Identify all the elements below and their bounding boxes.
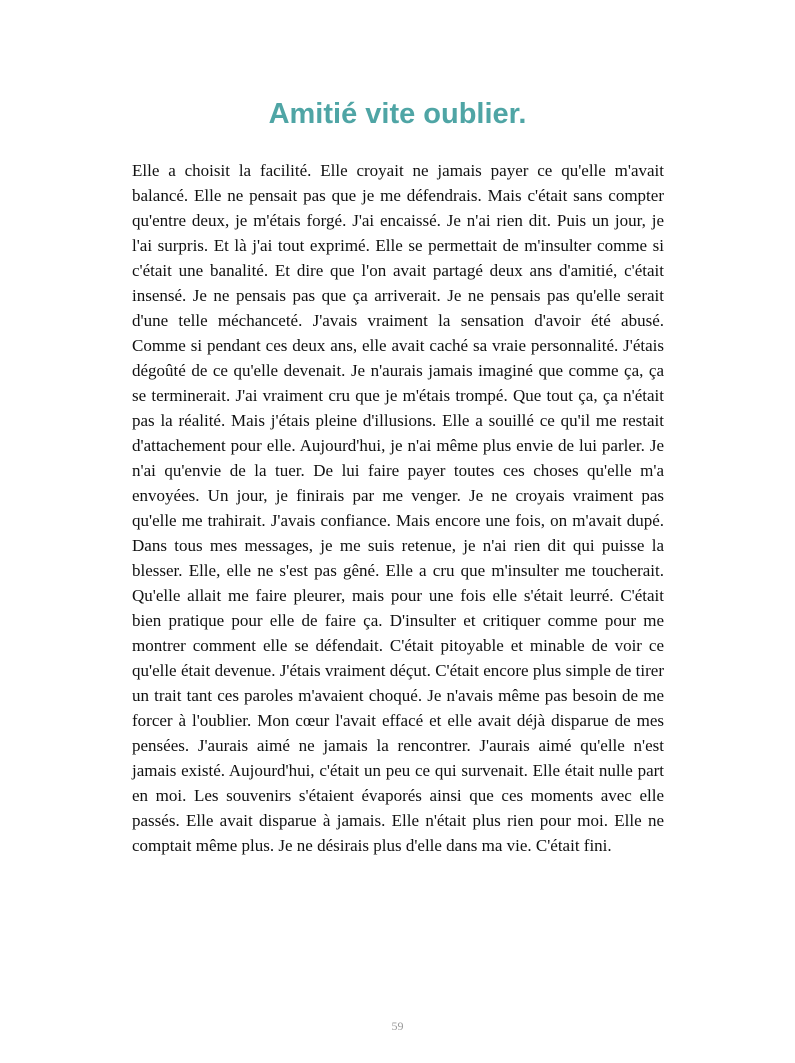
page-number: 59: [391, 1019, 404, 1033]
body-paragraph: Elle a choisit la facilité. Elle croyait ne jamais payer ce qu'elle m'avait balancé. Elle ne pensait pas que je me défendrais. Mais c'était sans compter qu'entre deux, je m'étais forgé. J'ai encaissé. Je n'ai rien dit. Puis un jour, je l'ai surpris. Et là j'ai tout exprimé. Elle se permettait de m'insulter comme si c'était une banalité. Et dire que l'on avait partagé deux ans d'amitié, c'était insensé. Je ne pensais pas que ça arriverait. Je ne pensais pas qu'elle serait d'une telle méchanceté. J'avais vraiment la sensation d'avoir été abusé. Comme si pendant ces deux ans, elle avait caché sa vraie personnalité. J'étais dégoûté de ce qu'elle devenait. Je n'aurais jamais imaginé que comme ça, ça se terminerait. J'ai vraiment cru que je m'étais trompé. Que tout ça, ça n'était pas la réalité. Mais j'étais pleine d'illusions. Elle a souillé ce qu'il me restait d'attachement pour elle. Aujourd'hui, je n'ai même plus envie de lui parler. Je n'ai qu'envie de la tuer. De lui faire payer toutes ces choses qu'elle m'a envoyées. Un jour, je finirais par me venger. Je ne croyais vraiment pas qu'elle me trahirait. J'avais confiance. Mais encore une fois, on m'avait dupé. Dans tous mes messages, je me suis retenue, je n'ai rien dit qui puisse la blesser. Elle, elle ne s'est pas gêné. Elle a cru que m'insulter me toucherait. Qu'elle allait me faire pleurer, mais pour une fois elle s'était leurré. C'était bien pratique pour elle de faire ça. D'insulter et critiquer comme pour me montrer comment elle se défendait. C'était pitoyable et minable de voir ce qu'elle était devenue. J'étais vraiment déçut. C'était encore plus simple de tirer un trait tant ces paroles m'avaient choqué. Je n'avais même pas besoin de me forcer à l'oublier. Mon cœur l'avait effacé et elle avait déjà disparue de mes pensées. J'aurais aimé ne jamais la rencontrer. J'aurais aimé qu'elle n'est jamais existé. Aujourd'hui, c'était un peu ce qui survenait. Elle était nulle part en moi. Les souvenirs s'étaient évaporés ainsi que ces moments avec elle passés. Elle avait disparue à jamais. Elle n'était plus rien pour moi. Elle ne comptait même plus. Je ne désirais plus d'elle dans ma vie. C'était fini.: [132, 161, 664, 855]
page-title: Amitié vite oublier.: [268, 98, 527, 130]
